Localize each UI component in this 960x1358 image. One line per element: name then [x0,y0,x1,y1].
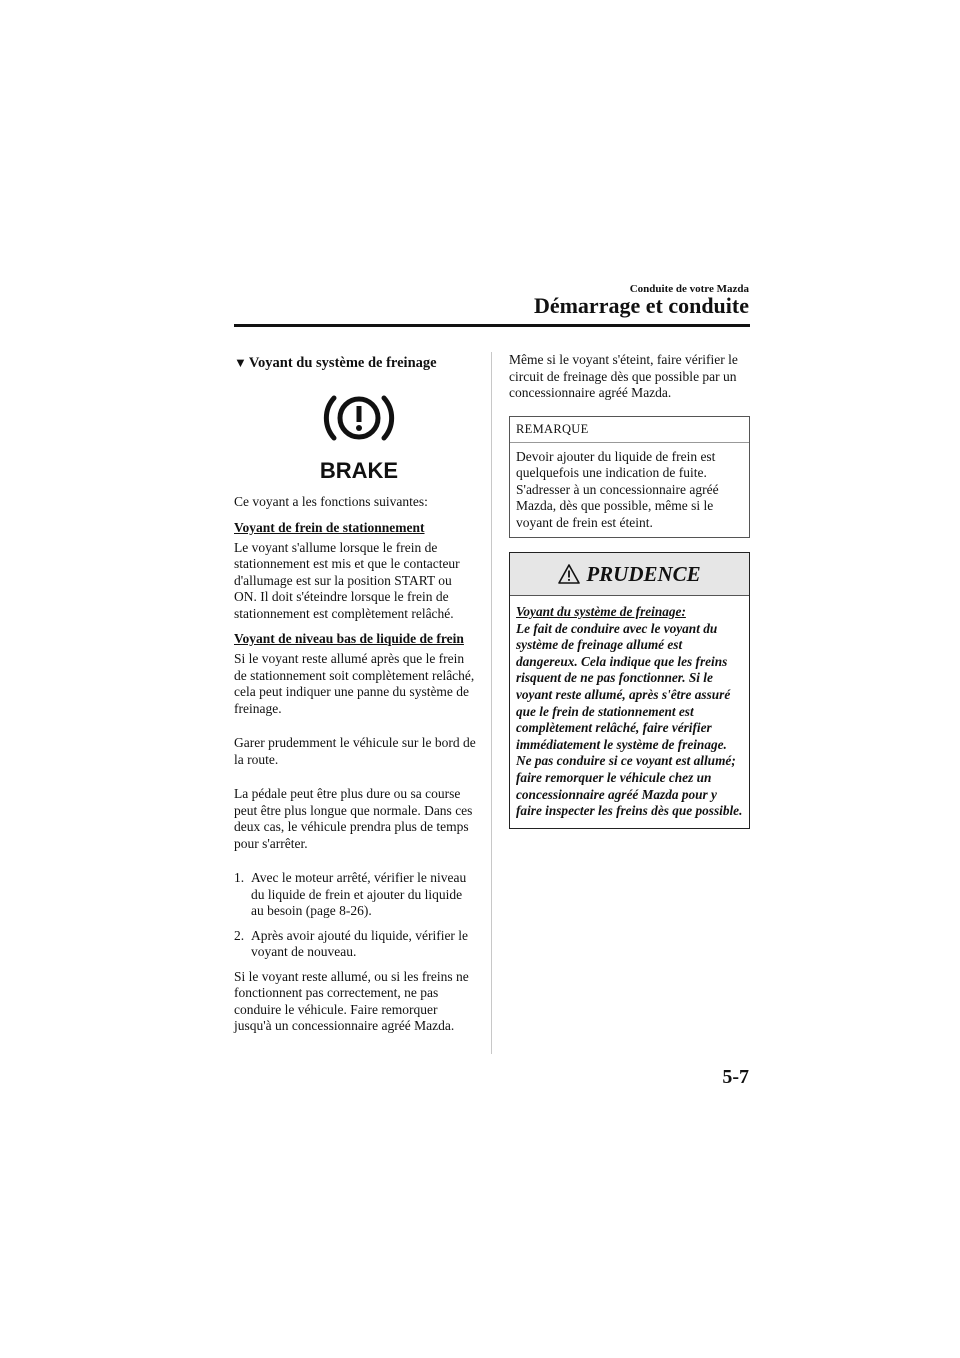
chapter-subtitle: Conduite de votre Mazda [629,283,749,295]
triangle-marker-icon: ▼ [234,355,247,370]
column-divider [491,352,492,1054]
low-fluid-paragraph-1: Si le voyant reste allumé après que le frein de stationnement soit complètement relâché, cela peut indiquer une panne du système de freinage. [234,651,475,716]
warning-triangle-icon [558,564,580,584]
page-number: 5-7 [722,1066,749,1088]
closing-paragraph: Si le voyant reste allumé, ou si les freins ne fonctionnent pas correctement, ne pas conduire le véhicule. Faire remorquer jusqu'à un concessionnaire agréé Mazda. [234,968,469,1033]
parking-brake-subheading: Voyant de frein de stationnement [234,519,425,535]
section-title: ▼ Voyant du système de freinage [234,355,437,371]
caution-box [509,552,750,829]
low-fluid-paragraph-2: Garer prudemment le véhicule sur le bord de la route. [234,735,476,767]
left-column [234,352,476,1043]
note-heading: REMARQUE [510,417,749,443]
intro-paragraph: Ce voyant a les fonctions suivantes: [234,494,428,509]
list-item: 1. Avec le moteur arrêté, vérifier le niveau du liquide de frein et ajouter du liquide au besoin (page 8-26). [234,870,467,918]
brake-warning-icon [234,382,476,482]
note-text: Devoir ajouter du liquide de frein est quelquefois une indication de fuite. S'adresser à un concessionnaire agréé Mazda, dès que possible, même si le voyant de frein est éteint. [516,448,719,530]
caution-text: Voyant du système de freinage: Le fait de conduire avec le voyant du système de freinage allumé est dangereux. Cela indique que les freins risquent de ne pas fonctionner. Si le voyant reste allumé, après s'être assuré que le frein de stationnement est complètement relâché, faire vérifier immédiatement le système de freinage. Ne pas conduire si ce voyant est allumé; faire remorquer le véhicule chez un concessionnaire agréé Mazda pour y faire inspecter les freins dès que possible. [516,604,743,819]
procedure-steps [234,870,476,961]
low-fluid-subheading: Voyant de niveau bas de liquide de frein [234,631,464,646]
header-divider [234,324,750,327]
right-column [509,352,750,829]
right-intro-paragraph: Même si le voyant s'éteint, faire vérifier le circuit de freinage dès que possible par un concessionnaire agréé Mazda. [509,352,738,400]
low-fluid-paragraph-3: La pédale peut être plus dure ou sa course peut être plus longue que normale. Dans ces deux cas, le véhicule prendra plus de temps pour s'arrêter. [234,786,473,851]
caution-subtitle: Voyant du système de freinage: [516,604,686,619]
brake-icon-label: BRAKE [319,458,399,482]
caution-heading: PRUDENCE [510,553,749,596]
parking-brake-text: Le voyant s'allume lorsque le frein de stationnement est mis et que le contacteur d'allumage est sur la position START ou ON. Il doit s'éteindre lorsque le frein de stationnement est complètement relâché. [234,539,460,621]
note-box [509,416,750,539]
list-item: 2. Après avoir ajouté du liquide, vérifier le voyant de nouveau. [234,927,469,959]
chapter-title: Démarrage et conduite [533,293,749,318]
